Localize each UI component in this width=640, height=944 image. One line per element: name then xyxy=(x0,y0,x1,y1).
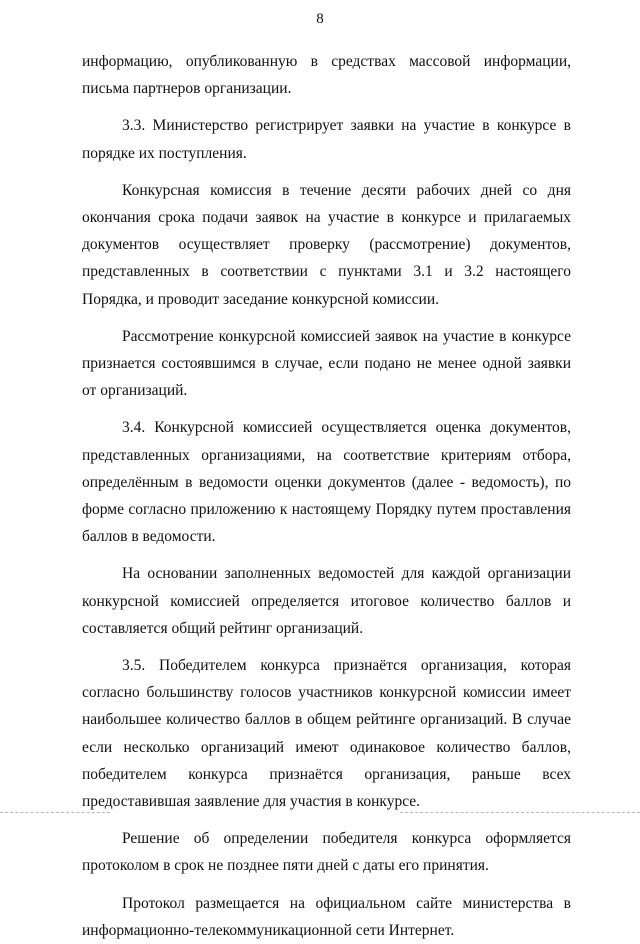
paragraph-spacer xyxy=(82,642,571,652)
paragraph-continuation: информацию, опубликованную в средствах массовой информации, письма партнеров организации. xyxy=(82,53,571,98)
paragraph-spacer xyxy=(82,815,571,825)
scan-artifact-line-right xyxy=(400,812,640,813)
page-number: 8 xyxy=(316,11,324,27)
paragraph-spacer xyxy=(82,880,571,890)
paragraph-spacer xyxy=(82,313,571,323)
document-body xyxy=(82,48,571,944)
paragraph-review-valid: Рассмотрение конкурсной комиссией заявок на участие в конкурсе признается состоявшимся в случае, если подано не менее одной заявки от организаций. xyxy=(82,327,571,400)
paragraph-3-4: 3.4. Конкурсной комиссией осуществляется оценка документов, представленных организациями, на соответствие критериям отбора, определённым в ведомости оценки документов (далее - ведомость), по форме согласно приложению к настоящему Порядку путем проставления баллов в ведомости. xyxy=(82,419,571,546)
paragraph-rating: На основании заполненных ведомостей для каждой организации конкурсной комиссией определяется итоговое количество баллов и составляется общий рейтинг организаций. xyxy=(82,565,571,637)
scan-artifact-line-left xyxy=(0,812,110,813)
paragraph-spacer xyxy=(82,102,571,112)
paragraph-protocol: Протокол размещается на официальном сайте министерства в информационно-телекоммуникационной сети Интернет. xyxy=(82,894,571,939)
paragraph-spacer xyxy=(82,167,571,177)
paragraph-spacer xyxy=(82,550,571,560)
paragraph-commission-review: Конкурсная комиссия в течение десяти рабочих дней со дня окончания срока подачи заявок на участие в конкурсе и прилагаемых документов осуществляет проверку (рассмотрение) документов, представленных в соответствии с пунктами 3.1 и 3.2 настоящего Порядка, и проводит заседание конкурсной комиссии. xyxy=(82,181,571,308)
paragraph-decision: Решение об определении победителя конкурса оформляется протоколом в срок не позднее пяти дней с даты его принятия. xyxy=(82,830,571,875)
paragraph-3-3: 3.3. Министерство регистрирует заявки на участие в конкурсе в порядке их поступления. xyxy=(82,117,571,162)
paragraph-spacer xyxy=(82,404,571,414)
paragraph-3-5: 3.5. Победителем конкурса признаётся организация, которая согласно большинству голосов участников конкурсной комиссии имеет наибольшее количество баллов в общем рейтинге организаций. В случае если несколько организаций имеют одинаковое количество баллов, победителем конкурса признаётся организация, раньше всех предоставившая заявление для участия в конкурсе. xyxy=(82,657,571,811)
